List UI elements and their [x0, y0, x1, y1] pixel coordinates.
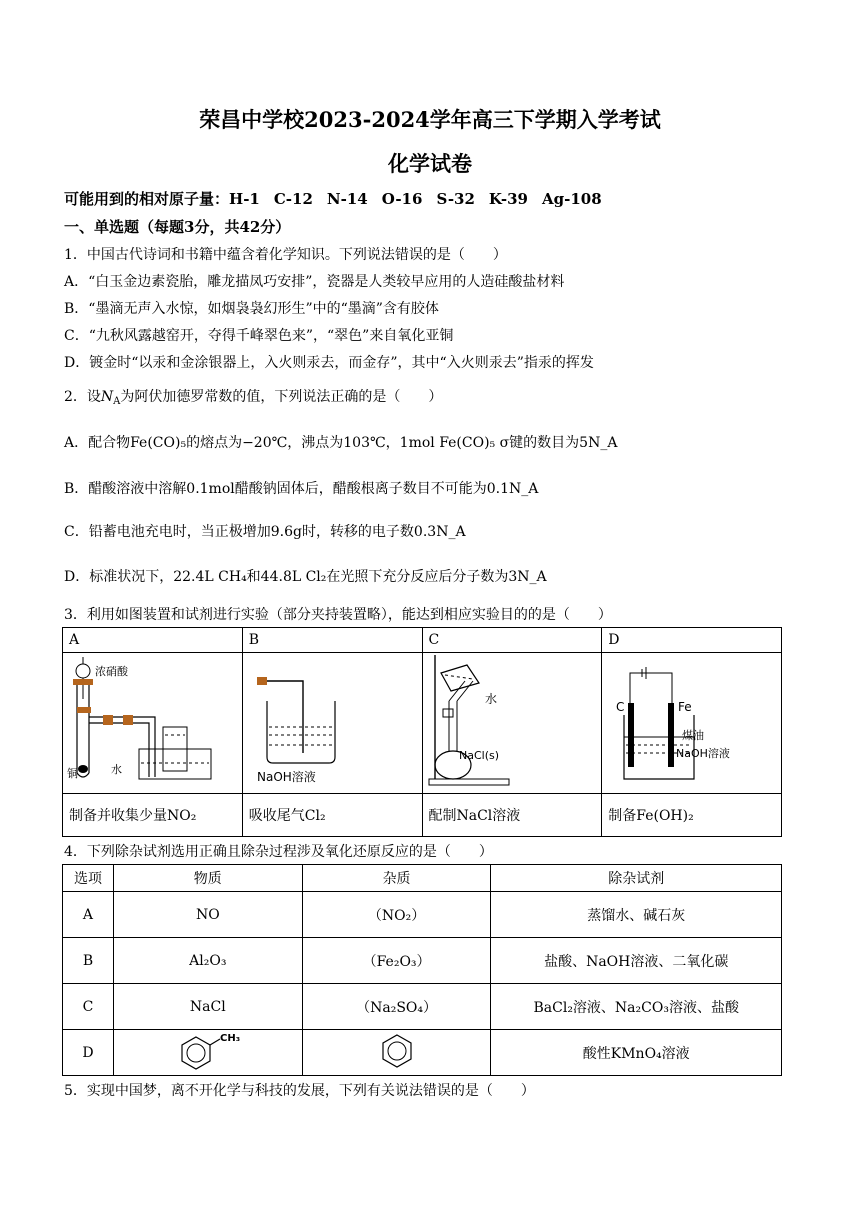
q4-header-substance: 物质: [113, 865, 302, 892]
q2-option-d: D．标准状况下，22.4L CH₄和44.8L Cl₂在光照下充分反应后分子数为3N_A: [64, 569, 547, 585]
q3-caption-c: 配制NaCl溶液: [422, 794, 602, 837]
q4-row-a-reagent: 蒸馏水、碱石灰: [491, 892, 782, 938]
q2-option-b: B．醋酸溶液中溶解0.1mol醋酸钠固体后，醋酸根离子数目不可能为0.1N_A: [64, 481, 539, 497]
apparatus-b-diagram: [243, 653, 421, 789]
q4-row-a-substance: NO: [113, 892, 302, 938]
q4-header-impurity: 杂质: [302, 865, 491, 892]
apparatus-a-diagram: [63, 653, 241, 789]
q4-row-b-substance: Al₂O₃: [113, 938, 302, 984]
q1-option-c: C．“九秋风露越窑开，夺得千峰翠色来”，“翠色”来自氧化亚铜: [64, 328, 454, 344]
mass-k: K-39: [488, 190, 528, 208]
q4-row-d-substance: [113, 1030, 302, 1076]
methyl-group-label: CH₃: [219, 1032, 240, 1044]
q2-option-c: C．铅蓄电池充电时，当正极增加9.6g时，转移的电子数0.3N_A: [64, 524, 466, 540]
mass-c: C-12: [273, 190, 313, 208]
q4-row-a-impurity: （NO₂）: [302, 892, 491, 938]
q4-row-d-impurity: [302, 1030, 491, 1076]
q3-header-d: D: [602, 628, 782, 653]
benzene-structure: [377, 1031, 417, 1071]
q2-option-a: A．配合物Fe(CO)₅的熔点为−20℃，沸点为103℃，1mol Fe(CO)₅ σ键的数目为5N_A: [64, 435, 618, 451]
q4-header-option: 选项: [63, 865, 114, 892]
q4-impurity-table: [62, 864, 782, 1076]
section-heading: 一、单选题（每题3分，共42分）: [64, 218, 291, 236]
q1-option-a: A．“白玉金边素瓷胎，雕龙描凤巧安排”，瓷器是人类较早应用的人造硅酸盐材料: [64, 274, 565, 290]
mass-h: H-1: [229, 190, 260, 208]
q5-stem: 5．实现中国梦，离不开化学与科技的发展，下列有关说法错误的是（ ）: [64, 1083, 535, 1099]
q4-header-reagent: 除杂试剂: [491, 865, 782, 892]
q4-row-c-impurity: （Na₂SO₄）: [302, 984, 491, 1030]
q3-caption-d: 制备Fe(OH)₂: [602, 794, 782, 837]
table-row: [63, 938, 782, 984]
q3-caption-a: 制备并收集少量NO₂: [63, 794, 243, 837]
mass-n: N-14: [326, 190, 368, 208]
q4-row-d-reagent: 酸性KMnO₄溶液: [491, 1030, 782, 1076]
q3-header-a: A: [63, 628, 243, 653]
table-row: [63, 892, 782, 938]
table-row: [63, 1030, 782, 1076]
q2-na-symbol: N: [100, 389, 114, 405]
q4-row-a-option: A: [63, 892, 114, 938]
q3-diagram-b-cell: [242, 653, 422, 794]
label-d-naoh: NaOH溶液: [676, 747, 731, 760]
mass-ag: Ag-108: [541, 190, 602, 208]
q4-row-b-impurity: （Fe₂O₃）: [302, 938, 491, 984]
q1-option-b: B．“墨滴无声入水惊，如烟袅袅幻形生”中的“墨滴”含有胶体: [64, 301, 439, 317]
exam-title: 荣昌中学校2023-2024学年高三下学期入学考试: [199, 107, 661, 132]
label-a-acid: 浓硝酸: [95, 665, 128, 678]
mass-s: S-32: [436, 190, 475, 208]
label-c-water: 水: [484, 692, 497, 706]
apparatus-d-diagram: [602, 653, 780, 789]
q3-diagram-c-cell: [422, 653, 602, 794]
q1-stem: 1．中国古代诗词和书籍中蕴含着化学知识。下列说法错误的是（ ）: [64, 247, 507, 263]
q4-row-b-option: B: [63, 938, 114, 984]
q4-row-d-option: D: [63, 1030, 114, 1076]
label-a-copper: 铜: [67, 767, 78, 780]
q2-na-sub: A: [113, 396, 121, 407]
q3-stem: 3．利用如图装置和试剂进行实验（部分夹持装置略），能达到相应实验目的的是（ ）: [64, 607, 612, 623]
q3-caption-b: 吸收尾气Cl₂: [242, 794, 422, 837]
mass-o: O-16: [381, 190, 423, 208]
toluene-structure: [168, 1031, 248, 1071]
q4-stem: 4．下列除杂试剂选用正确且除杂过程涉及氧化还原反应的是（ ）: [64, 844, 493, 860]
label-a-water: 水: [111, 763, 122, 776]
q3-header-b: B: [242, 628, 422, 653]
q3-diagram-a-cell: [63, 653, 243, 794]
q3-apparatus-table: [62, 627, 782, 837]
q3-header-c: C: [422, 628, 602, 653]
table-row: [63, 984, 782, 1030]
label-d-c: C: [616, 700, 625, 714]
q4-row-c-option: C: [63, 984, 114, 1030]
label-d-fe: Fe: [678, 700, 692, 714]
label-c-nacl: NaCl(s): [458, 749, 499, 762]
q2-stem: [64, 386, 442, 407]
q4-row-c-reagent: BaCl₂溶液、Na₂CO₃溶液、盐酸: [491, 984, 782, 1030]
masses-label: 可能用到的相对原子量：: [64, 190, 230, 208]
q4-row-b-reagent: 盐酸、NaOH溶液、二氧化碳: [491, 938, 782, 984]
atomic-masses-line: [64, 188, 616, 209]
exam-subtitle: 化学试卷: [388, 151, 472, 176]
q1-option-d: D．镀金时“以汞和金涂银器上，入火则汞去，而金存”，其中“入火则汞去”指汞的挥发: [64, 355, 594, 371]
q3-diagram-d-cell: [602, 653, 782, 794]
q4-row-c-substance: NaCl: [113, 984, 302, 1030]
apparatus-c-diagram: [423, 653, 601, 789]
label-b-solution: NaOH溶液: [256, 770, 316, 784]
label-d-kerosene: 煤油: [682, 729, 705, 742]
q2-stem-suffix: 为阿伏加德罗常数的值，下列说法正确的是（ ）: [120, 389, 443, 405]
q2-stem-prefix: 2．设: [64, 389, 101, 405]
